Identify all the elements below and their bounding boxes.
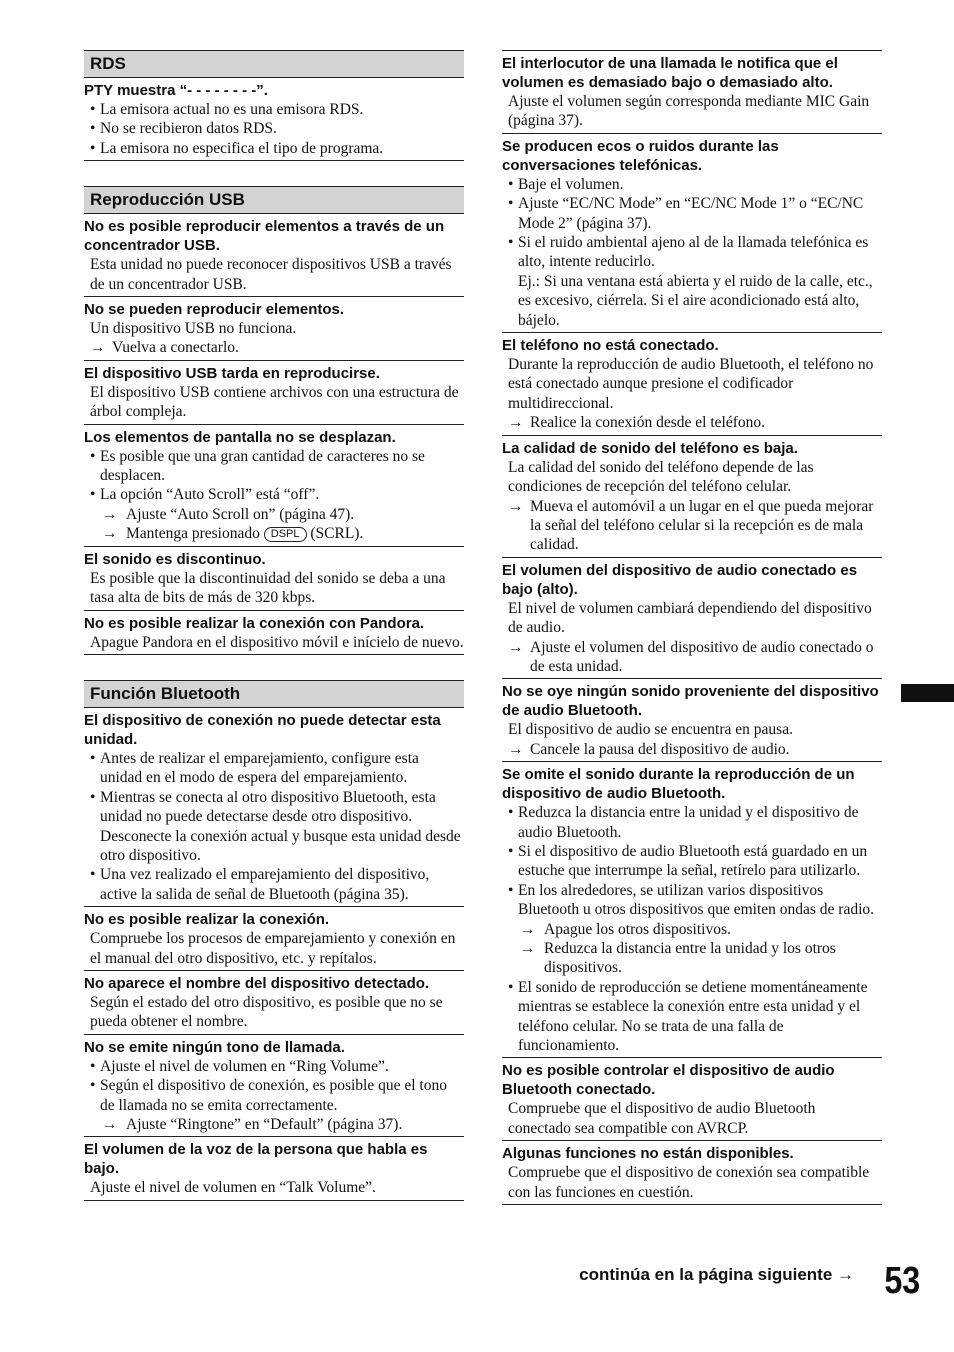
section-usb	[84, 186, 464, 655]
solution-item: → Reduzca la distancia entre la unidad y los otros dispositivos.	[520, 940, 836, 977]
entry-no-sound	[502, 679, 882, 762]
bullet-item: • Según el dispositivo de conexión, es posible que el tono de llamada no se emita correctamente.	[84, 1076, 464, 1115]
entry-text: Un dispositivo USB no funciona.	[90, 320, 297, 338]
bullet-item: • Es posible que una gran cantidad de caracteres no se desplacen.	[84, 447, 464, 486]
bullet-item: • Ajuste “EC/NC Mode” en “EC/NC Mode 1” o “EC/NC Mode 2” (página 37).	[502, 194, 882, 233]
section-header-rds: RDS	[84, 50, 464, 78]
bullet-example: Ej.: Si una ventana está abierta y el ruido de la calle, etc., es excesivo, ciérrela. Si el aire acondicionado está alto, bájelo.	[518, 272, 873, 329]
entry-title: El volumen del dispositivo de audio conectado es bajo (alto).	[502, 561, 858, 598]
bullet-item: • No se recibieron datos RDS.	[84, 119, 464, 138]
section-header-usb: Reproducción USB	[84, 186, 464, 214]
section-bluetooth	[84, 680, 464, 1201]
arrow-icon: →	[520, 920, 536, 938]
bullet-item: • Ajuste el nivel de volumen en “Ring Volume”.	[84, 1057, 464, 1076]
entry-usb-no-play	[84, 297, 464, 361]
entry-text: La calidad del sonido del teléfono depende de las condiciones de recepción del teléfono celular.	[508, 458, 814, 496]
arrow-icon: →	[508, 638, 524, 656]
entry-usb-scroll	[84, 425, 464, 547]
continue-note: continúa en la página siguiente →	[579, 1265, 854, 1284]
entry-text: Es posible que la discontinuidad del sonido se deba a una tasa alta de bits de más de 320 kbps.	[90, 569, 446, 607]
entry-text: El dispositivo USB contiene archivos con una estructura de árbol compleja.	[90, 383, 459, 421]
dspl-button-icon: DSPL	[264, 527, 307, 542]
arrow-icon: →	[102, 505, 118, 523]
entry-title: No es posible controlar el dispositivo de audio Bluetooth conectado.	[502, 1062, 835, 1099]
entry-title: No se pueden reproducir elementos.	[84, 301, 345, 319]
entry-usb-hub	[84, 214, 464, 297]
bullet-item: • Antes de realizar el emparejamiento, configure esta unidad en el modo de espera del emparejamiento.	[84, 749, 464, 788]
entry-bt-connect	[84, 907, 464, 971]
arrow-icon: →	[508, 740, 524, 758]
entry-text: El nivel de volumen cambiará dependiendo del dispositivo de audio.	[508, 599, 872, 637]
left-column	[84, 50, 464, 1201]
entry-text: Durante la reproducción de audio Bluetooth, el teléfono no está conectado aunque presione el codificador multidireccional.	[508, 356, 874, 412]
entry-title: El dispositivo de conexión no puede detectar esta unidad.	[84, 711, 441, 748]
section-rds	[84, 50, 464, 161]
entry-phone-not-connected	[502, 333, 882, 436]
entry-sound-skips	[502, 762, 882, 1058]
entry-text: Ajuste el volumen según corresponda mediante MIC Gain (página 37).	[508, 93, 870, 130]
page-number: 53	[884, 1260, 920, 1302]
entry-title: La calidad de sonido del teléfono es baja.	[502, 439, 798, 457]
bullet-item: • La opción “Auto Scroll” está “off”.	[84, 485, 464, 504]
entry-text: Compruebe que el dispositivo de audio Bluetooth conectado sea compatible con AVRCP.	[508, 1100, 816, 1137]
entry-phone-quality	[502, 436, 882, 558]
arrow-icon: →	[102, 525, 118, 543]
entry-title: El interlocutor de una llamada le notifica que el volumen es demasiado bajo o demasiado alto.	[502, 55, 838, 91]
entry-title: PTY muestra “- - - - - - - -”.	[84, 82, 268, 99]
arrow-icon: →	[508, 497, 524, 515]
bullet-item: • En los alrededores, se utilizan varios dispositivos Bluetooth u otros dispositivos que emiten ondas de radio.	[502, 881, 882, 920]
bullet-item: • Una vez realizado el emparejamiento del dispositivo, active la salida de señal de Bluetooth (página 35).	[84, 865, 464, 904]
solution-item: → Vuelva a conectarlo.	[90, 339, 239, 357]
entry-text: Compruebe que el dispositivo de conexión sea compatible con las funciones en cuestión.	[508, 1164, 870, 1201]
entry-usb-discontinuous	[84, 547, 464, 611]
entry-title: El volumen de la voz de la persona que habla es bajo.	[84, 1141, 428, 1178]
entry-title: Se producen ecos o ruidos durante las conversaciones telefónicas.	[502, 137, 779, 174]
entry-text: Ajuste el nivel de volumen en “Talk Volume”.	[90, 1179, 376, 1197]
solution-item: → Ajuste el volumen del dispositivo de audio conectado o de esta unidad.	[508, 638, 874, 675]
entry-bt-ringtone	[84, 1035, 464, 1138]
entry-pty	[84, 78, 464, 161]
entry-text: Esta unidad no puede reconocer dispositivos USB a través de un concentrador USB.	[90, 256, 452, 293]
entry-text: El dispositivo de audio se encuentra en pausa.	[508, 721, 793, 739]
arrow-icon: →	[520, 940, 536, 957]
entry-bt-detect	[84, 708, 464, 907]
entry-text: Apague Pandora en el dispositivo móvil e inícielo de nuevo.	[90, 633, 464, 651]
entry-title: El sonido es discontinuo.	[84, 550, 266, 568]
entry-audio-volume	[502, 558, 882, 680]
entry-usb-slow	[84, 361, 464, 425]
solution-item: → Mantenga presionado DSPL (SCRL).	[102, 525, 364, 543]
arrow-icon: →	[102, 1116, 118, 1133]
entry-title: El dispositivo USB tarda en reproducirse.	[84, 364, 380, 382]
bullet-item: • La emisora actual no es una emisora RDS.	[84, 100, 464, 119]
entry-title: No es posible reproducir elementos a través de un concentrador USB.	[84, 218, 445, 255]
entry-bt-name	[84, 971, 464, 1035]
bullet-item: • El sonido de reproducción se detiene momentáneamente mientras se establece la conexión entre esta unidad y el teléfono celular. No se trata de una falla de funcionamiento.	[502, 978, 882, 1056]
entry-title: No es posible realizar la conexión.	[84, 911, 330, 929]
entry-title: Algunas funciones no están disponibles.	[502, 1145, 794, 1163]
bullet-item: • Mientras se conecta al otro dispositivo Bluetooth, esta unidad no puede detectarse desde otro dispositivo. Desconecte la conexión actual y busque esta unidad desde otro dispositivo.	[84, 788, 464, 866]
bullet-item: • La emisora no especifica el tipo de programa.	[84, 139, 464, 158]
entry-title: No aparece el nombre del dispositivo detectado.	[84, 974, 430, 992]
chapter-tab-marker	[901, 684, 954, 702]
entry-title: Se omite el sonido durante la reproducción de un dispositivo de audio Bluetooth.	[502, 766, 855, 803]
entry-title: No se oye ningún sonido proveniente del dispositivo de audio Bluetooth.	[502, 683, 879, 720]
bullet-item: • Reduzca la distancia entre la unidad y el dispositivo de audio Bluetooth.	[502, 803, 882, 842]
entry-title: El teléfono no está conectado.	[502, 337, 719, 355]
solution-item: → Cancele la pausa del dispositivo de audio.	[508, 740, 790, 758]
entry-title: No es posible realizar la conexión con Pandora.	[84, 614, 425, 632]
solution-item: → Ajuste “Auto Scroll on” (página 47).	[102, 505, 355, 523]
entry-caller-volume	[502, 50, 882, 134]
solution-item: → Apague los otros dispositivos.	[520, 920, 731, 938]
entry-title: Los elementos de pantalla no se desplazan.	[84, 428, 396, 446]
entry-no-control	[502, 1058, 882, 1141]
entry-echo-noise	[502, 134, 882, 333]
entry-pandora	[84, 611, 464, 655]
entry-title: No se emite ningún tono de llamada.	[84, 1038, 345, 1056]
solution-item: → Realice la conexión desde el teléfono.	[508, 414, 765, 432]
entry-text: Según el estado del otro dispositivo, es posible que no se pueda obtener el nombre.	[90, 993, 443, 1031]
page-footer	[502, 1262, 920, 1306]
solution-item: → Ajuste “Ringtone” en “Default” (página 37).	[102, 1116, 403, 1133]
entry-text: Compruebe los procesos de emparejamiento y conexión en el manual del otro dispositivo, etc. y repítalos.	[90, 930, 456, 967]
bullet-item: • Si el dispositivo de audio Bluetooth está guardado en un estuche que interrumpe la señal, retírelo para utilizarlo.	[502, 842, 882, 881]
right-column	[502, 50, 882, 1205]
section-header-bluetooth: Función Bluetooth	[84, 680, 464, 708]
entry-bt-talk-volume	[84, 1137, 464, 1200]
bullet-item: • Baje el volumen.	[502, 175, 882, 194]
entry-functions-unavailable	[502, 1141, 882, 1205]
bullet-item: • Si el ruido ambiental ajeno al de la llamada telefónica es alto, intente reducirlo.	[502, 233, 882, 272]
solution-item: → Mueva el automóvil a un lugar en el que pueda mejorar la señal del teléfono celular si la recepción es de mala calidad.	[508, 497, 874, 554]
arrow-icon: →	[508, 414, 524, 432]
arrow-icon: →	[90, 339, 106, 357]
